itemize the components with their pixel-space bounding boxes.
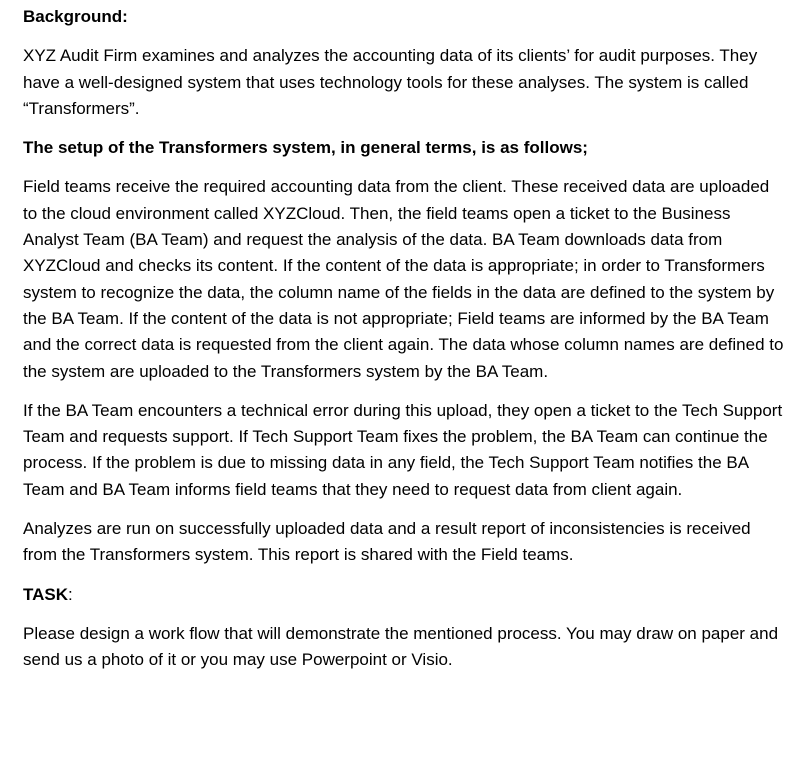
spacer — [23, 161, 787, 174]
spacer — [23, 30, 787, 43]
process-paragraph-3: Analyzes are run on successfully uploaded data and a result report of inconsistencies is received from the Transformers system. This report is shared with the Field teams. — [23, 519, 751, 565]
setup-heading: The setup of the Transformers system, in general terms, is as follows; — [23, 138, 588, 158]
task-heading — [23, 582, 787, 608]
spacer — [23, 122, 787, 135]
spacer — [23, 569, 787, 582]
process-paragraph-1: Field teams receive the required accounting data from the client. These received data are uploaded to the cloud environment called XYZCloud. Then, the field teams open a ticket to the Business Analyst Team (BA Team) and request the analysis of the data. BA Team downloads data from XYZCloud and checks its content. If the content of the data is appropriate; in order to Transformers system to recognize the data, the column name of the fields in the data are defined to the system by the BA Team. If the content of the data is not appropriate; Field teams are informed by the BA Team and the correct data is requested from the client again. The data whose column names are defined to the system are uploaded to the Transformers system by the BA Team. — [23, 177, 784, 381]
task-paragraph: Please design a work flow that will demonstrate the mentioned process. You may draw on paper and send us a photo of it or you may use Powerpoint or Visio. — [23, 623, 779, 670]
background-heading: Background: — [23, 7, 128, 26]
spacer — [23, 503, 787, 516]
spacer — [23, 608, 787, 621]
intro-paragraph: XYZ Audit Firm examines and analyzes the accounting data of its clients’ for audit purposes. They have a well-designed system that uses technology tools for these analyses. The system is called “Transformers”. — [23, 46, 758, 118]
process-paragraph-2: If the BA Team encounters a technical error during this upload, they open a ticket to the Tech Support Team and requests support. If Tech Support Team fixes the problem, the BA Team can continue the process. If the problem is due to missing data in any field, the Tech Support Team notifies the BA Team and BA Team informs field teams that they need to request data from client again. — [23, 400, 783, 499]
task-colon: : — [68, 584, 73, 604]
spacer — [23, 385, 787, 398]
task-label: TASK — [23, 584, 69, 604]
